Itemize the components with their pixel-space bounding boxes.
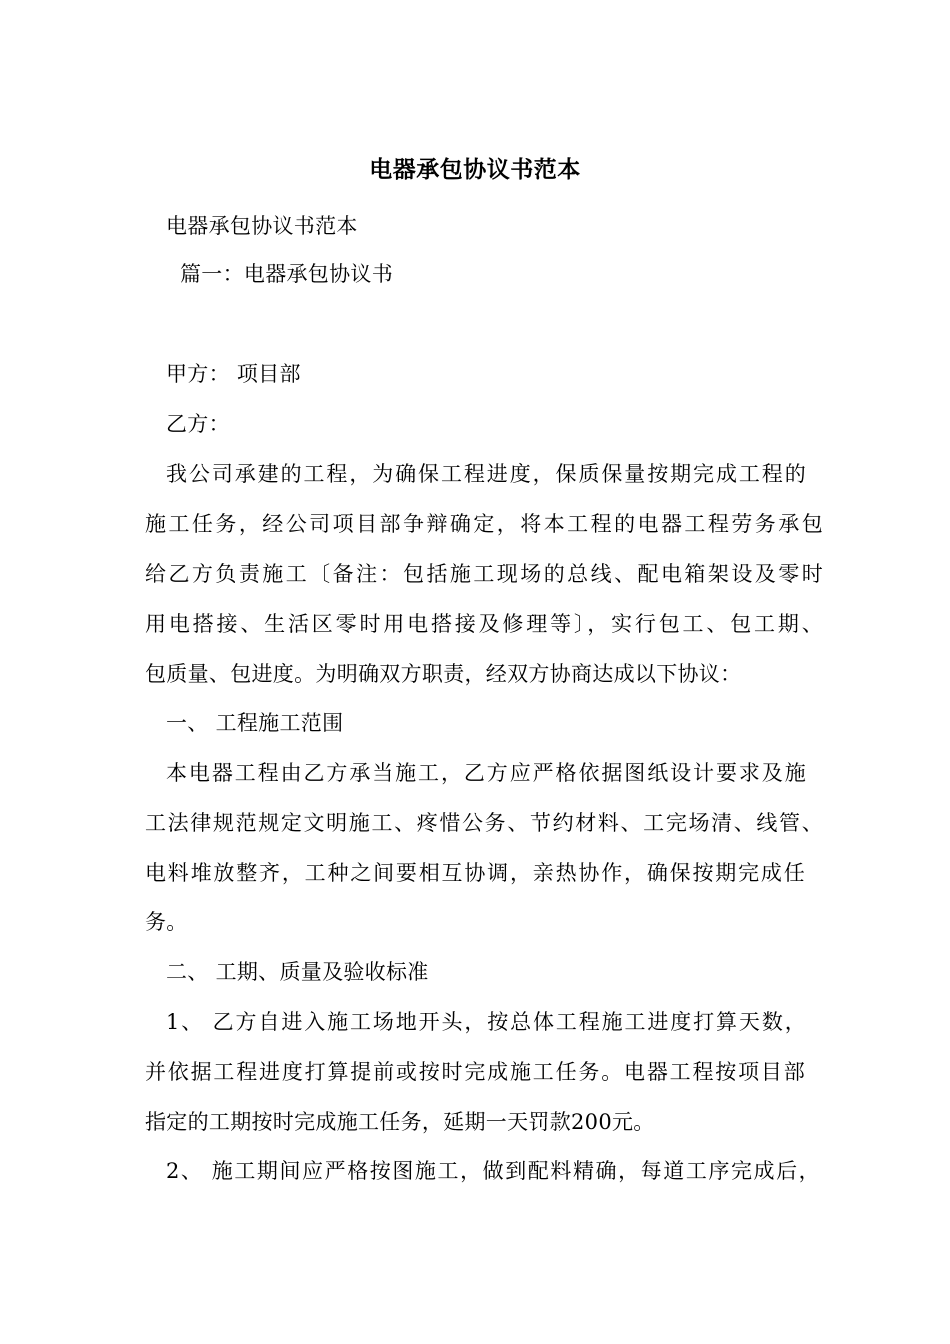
party-a-line: 甲方： 项目部 [166, 362, 301, 386]
paragraph-line: 电料堆放整齐，工种之间要相互协调，亲热协作，确保按期完成任 [145, 861, 805, 885]
paragraph-line: 给乙方负责施工〔备注：包括施工现场的总线、配电箱架设及零时 [145, 562, 823, 586]
paragraph-line: 1、 乙方自进入施工场地开头，按总体工程施工进度打算天数， [166, 1010, 806, 1034]
paragraph-line: 2、 施工期间应严格按图施工，做到配料精确，每道工序完成后， [166, 1159, 820, 1183]
party-b-line: 乙方： [166, 412, 230, 436]
paragraph-line: 我公司承建的工程，为确保工程进度，保质保量按期完成工程的 [166, 462, 806, 486]
paragraph-line: 并依据工程进度打算提前或按时完成施工任务。电器工程按项目部 [145, 1060, 805, 1084]
paragraph-line: 用电搭接、生活区零时用电搭接及修理等〕，实行包工、包工期、 [145, 612, 823, 636]
paragraph-line: 务。 [145, 910, 188, 934]
subtitle-line: 电器承包协议书范本 [166, 214, 358, 238]
paragraph-line: 本电器工程由乙方承当施工，乙方应严格依据图纸设计要求及施 [166, 761, 806, 785]
paragraph-line: 指定的工期按时完成施工任务，延期一天罚款200元。 [145, 1110, 655, 1134]
paragraph-line: 工法律规范规定文明施工、疼惜公务、节约材料、工完场清、线管、 [145, 811, 823, 835]
section-heading-line: 篇一：电器承包协议书 [180, 262, 393, 286]
paragraph-line: 施工任务，经公司项目部争辩确定，将本工程的电器工程劳务承包 [145, 512, 823, 536]
paragraph-line: 包质量、包进度。为明确双方职责，经双方协商达成以下协议： [145, 662, 742, 686]
document-title: 电器承包协议书范本 [369, 156, 581, 183]
section-heading-line: 二、 工期、质量及验收标准 [166, 960, 429, 984]
section-heading-line: 一、 工程施工范围 [166, 711, 344, 735]
